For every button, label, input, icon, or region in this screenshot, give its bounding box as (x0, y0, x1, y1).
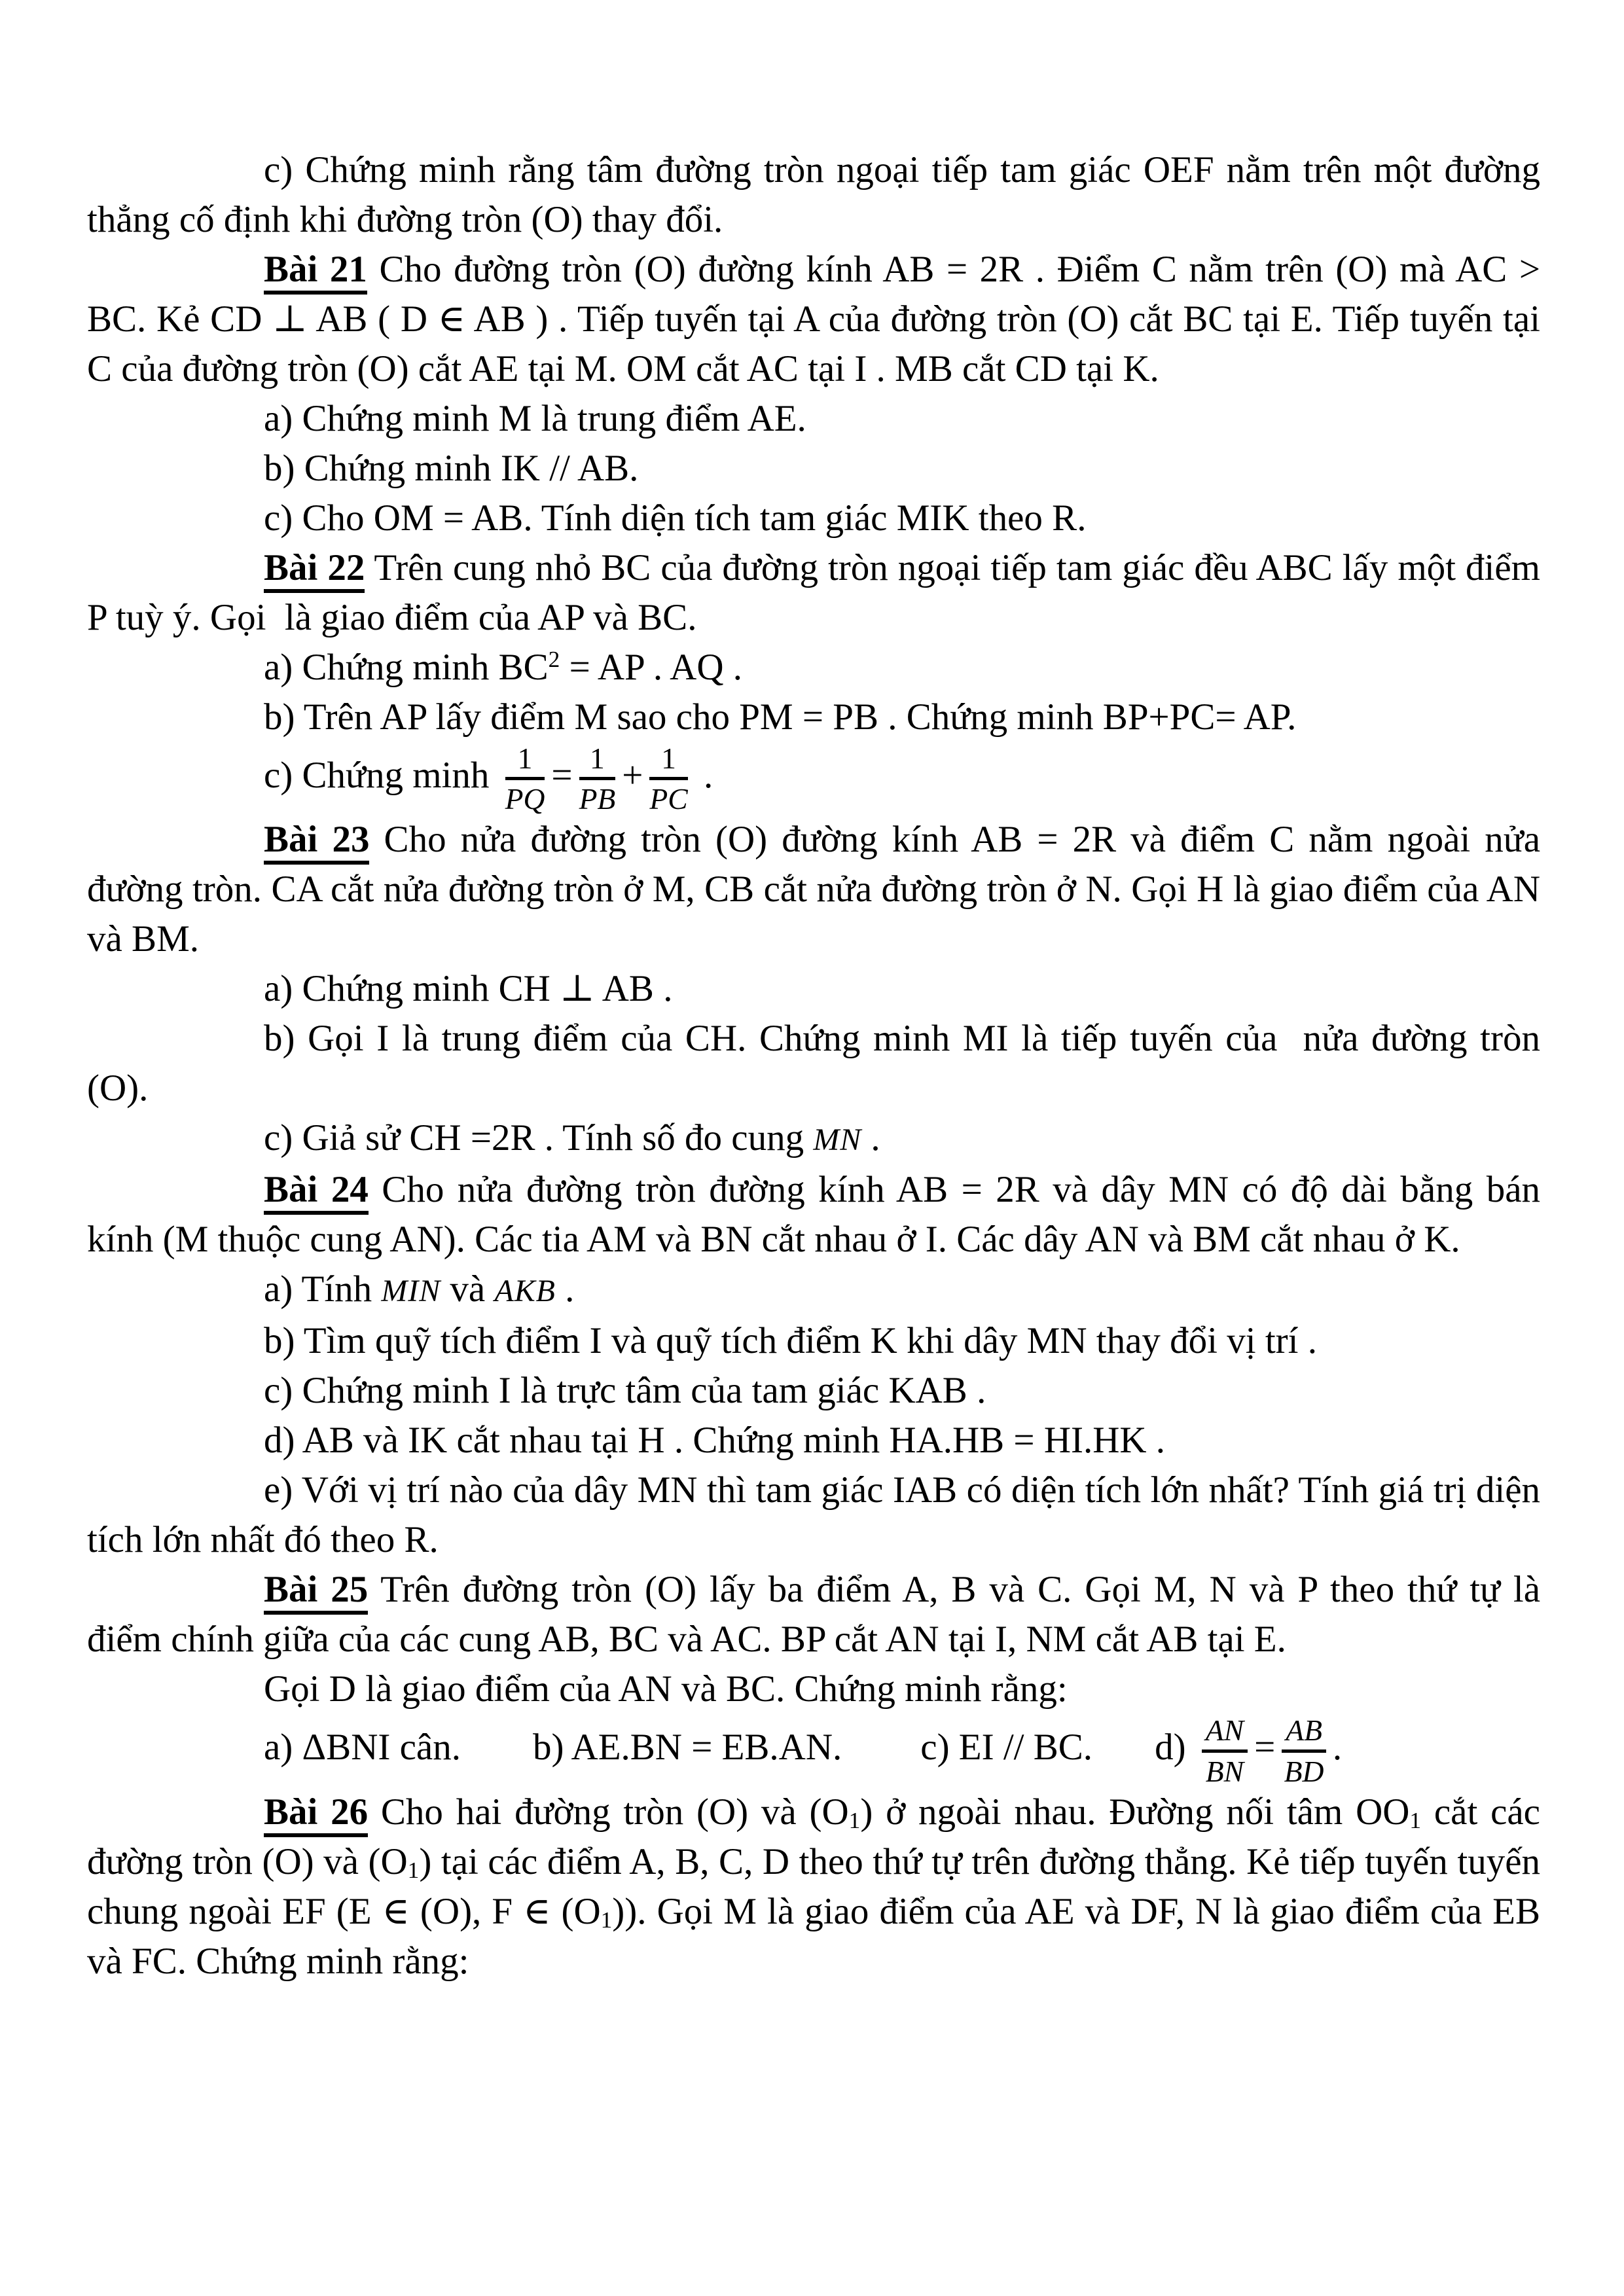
fraction (579, 742, 616, 815)
text-run: Trên cung nhỏ BC của đường tròn ngoại tiếp tam giác đều ABC lấy một điểm P tuỳ ý. Gọi là giao điểm của AP và BC. (87, 547, 1540, 638)
fraction (1202, 1714, 1248, 1787)
fraction-numerator: AN (1202, 1714, 1248, 1752)
fraction-denominator: PB (579, 782, 616, 816)
paragraph (87, 1366, 1540, 1416)
fraction-denominator: PC (649, 782, 688, 816)
text-run: + (622, 754, 643, 796)
text-run: . (1332, 1727, 1343, 1768)
text-run: Cho nửa đường tròn đường kính AB = 2R và dây MN có độ dài bằng bán kính (M thuộc cung AN). Các tia AM và BN cắt nhau ở I. Các dây AN và BM cắt nhau ở K. (87, 1169, 1540, 1261)
paragraph (87, 1787, 1540, 1986)
text-run: c) EI // BC. (920, 1727, 1093, 1768)
paragraph (87, 1416, 1540, 1465)
paragraph (87, 1316, 1540, 1366)
text-run: c) Chứng minh (264, 754, 499, 796)
subscript: 1 (848, 1808, 861, 1834)
text-run: e) Với vị trí nào của dây MN thì tam giác IAB có diện tích lớn nhất? Tính giá trị diện tích lớn nhất đó theo R. (87, 1469, 1540, 1561)
problem-label: Bài 22 (264, 547, 365, 593)
text-run: b) Tìm quỹ tích điểm I và quỹ tích điểm K khi dây MN thay đổi vị trí . (264, 1320, 1317, 1362)
text-run: . (555, 1268, 575, 1310)
text-run: c) Cho OM = AB. Tính diện tích tam giác MIK theo R. (264, 497, 1087, 539)
text-run: a) Chứng minh CH ⊥ AB . (264, 968, 673, 1010)
paragraph (87, 1014, 1540, 1113)
paragraph (87, 1265, 1540, 1316)
text-run: b) AE.BN = EB.AN. (532, 1727, 842, 1768)
math-symbol: AKB (494, 1274, 556, 1309)
text-run: a) Tính (264, 1268, 382, 1310)
document-content (87, 145, 1540, 1986)
text-run: Cho đường tròn (O) đường kính AB = 2R . Điểm C nằm trên (O) mà AC > BC. Kẻ CD ⊥ AB ( D ∈ AB ) . Tiếp tuyến tại A của đường tròn (O) cắt BC tại E. Tiếp tuyến tại C của đường tròn (O) cắt AE tại M. OM cắt AC tại I . MB cắt CD tại K. (87, 249, 1540, 389)
text-run: a) ΔBNI cân. (264, 1727, 461, 1768)
fraction-numerator: AB (1282, 1714, 1326, 1752)
text-run: Gọi D là giao điểm của AN và BC. Chứng minh rằng: (264, 1668, 1068, 1710)
text-run: . (694, 754, 713, 796)
text-run: cắt các đường tròn (O) và (O (87, 1791, 1540, 1882)
paragraph (87, 394, 1540, 444)
fraction-numerator: 1 (505, 742, 545, 780)
text-run: c) Giả sử CH =2R . Tính số đo cung (264, 1117, 814, 1159)
text-run: ) ở ngoài nhau. Đường nối tâm OO (860, 1791, 1410, 1833)
problem-label: Bài 25 (264, 1569, 368, 1615)
paragraph (87, 245, 1540, 394)
subscript: 1 (600, 1907, 613, 1933)
paragraph (87, 1565, 1540, 1664)
text-run: . (861, 1117, 880, 1159)
math-symbol: MIN (381, 1274, 441, 1309)
fraction-denominator: BD (1284, 1754, 1324, 1788)
paragraph (87, 692, 1540, 742)
text-run: d) (1155, 1727, 1195, 1768)
text-run: Cho nửa đường tròn (O) đường kính AB = 2R và điểm C nằm ngoài nửa đường tròn. CA cắt nửa đường tròn ở M, CB cắt nửa đường tròn ở N. Gọi H là giao điểm của AN và BM. (87, 819, 1540, 960)
paragraph (87, 1714, 1540, 1787)
fraction-numerator: 1 (649, 742, 687, 780)
paragraph (87, 1465, 1540, 1565)
problem-label: Bài 26 (264, 1791, 368, 1837)
paragraph (87, 145, 1540, 245)
problem-label: Bài 21 (264, 249, 367, 295)
paragraph (87, 1664, 1540, 1714)
paragraph (87, 1113, 1540, 1165)
text-run: c) Chứng minh rằng tâm đường tròn ngoại tiếp tam giác OEF nằm trên một đường thẳng cố định khi đường tròn (O) thay đổi. (87, 149, 1540, 240)
problem-label: Bài 23 (264, 819, 369, 865)
problem-label: Bài 24 (264, 1169, 369, 1215)
text-run: = (551, 754, 573, 796)
text-run: Trên đường tròn (O) lấy ba điểm A, B và C. Gọi M, N và P theo thứ tự là điểm chính giữa của các cung AB, BC và AC. BP cắt AN tại I, NM cắt AB tại E. (87, 1569, 1540, 1660)
math-symbol: MN (813, 1122, 862, 1158)
fraction (1282, 1714, 1326, 1787)
text-run: b) Trên AP lấy điểm M sao cho PM = PB . Chứng minh BP+PC= AP. (264, 696, 1297, 738)
text-run: b) Chứng minh IK // AB. (264, 448, 639, 489)
fraction (649, 742, 687, 815)
fraction-numerator: 1 (579, 742, 616, 780)
paragraph (87, 493, 1540, 543)
text-run: a) Chứng minh M là trung điểm AE. (264, 398, 806, 439)
paragraph (87, 742, 1540, 815)
fraction (505, 742, 545, 815)
text-run: = AP . AQ . (560, 647, 743, 688)
paragraph (87, 815, 1540, 964)
text-run: c) Chứng minh I là trực tâm của tam giác KAB . (264, 1370, 986, 1412)
text-run: a) Chứng minh BC (264, 647, 549, 688)
text-run: b) Gọi I là trung điểm của CH. Chứng minh MI là tiếp tuyến của nửa đường tròn (O). (87, 1018, 1540, 1109)
subscript: 1 (407, 1857, 420, 1884)
subscript: 1 (1409, 1808, 1422, 1834)
paragraph (87, 1165, 1540, 1265)
fraction-denominator: BN (1205, 1754, 1244, 1788)
paragraph (87, 543, 1540, 643)
text-run: ) tại các điểm A, B, C, D theo thứ tự trên đường thẳng. Kẻ tiếp tuyến tuyến chung ngoài EF (E ∈ (O), F ∈ (O (87, 1840, 1540, 1932)
fraction-denominator: PQ (505, 782, 545, 816)
text-run: )). Gọi M là giao điểm của AE và DF, N là giao điểm của EB và FC. Chứng minh rằng: (87, 1890, 1540, 1982)
paragraph (87, 444, 1540, 493)
text-run: và (441, 1268, 495, 1310)
paragraph (87, 964, 1540, 1014)
text-run: Cho hai đường tròn (O) và (O (368, 1791, 849, 1833)
text-run: d) AB và IK cắt nhau tại H . Chứng minh HA.HB = HI.HK . (264, 1420, 1166, 1462)
text-run: = (1254, 1727, 1276, 1768)
paragraph (87, 643, 1540, 692)
superscript: 2 (548, 646, 560, 672)
